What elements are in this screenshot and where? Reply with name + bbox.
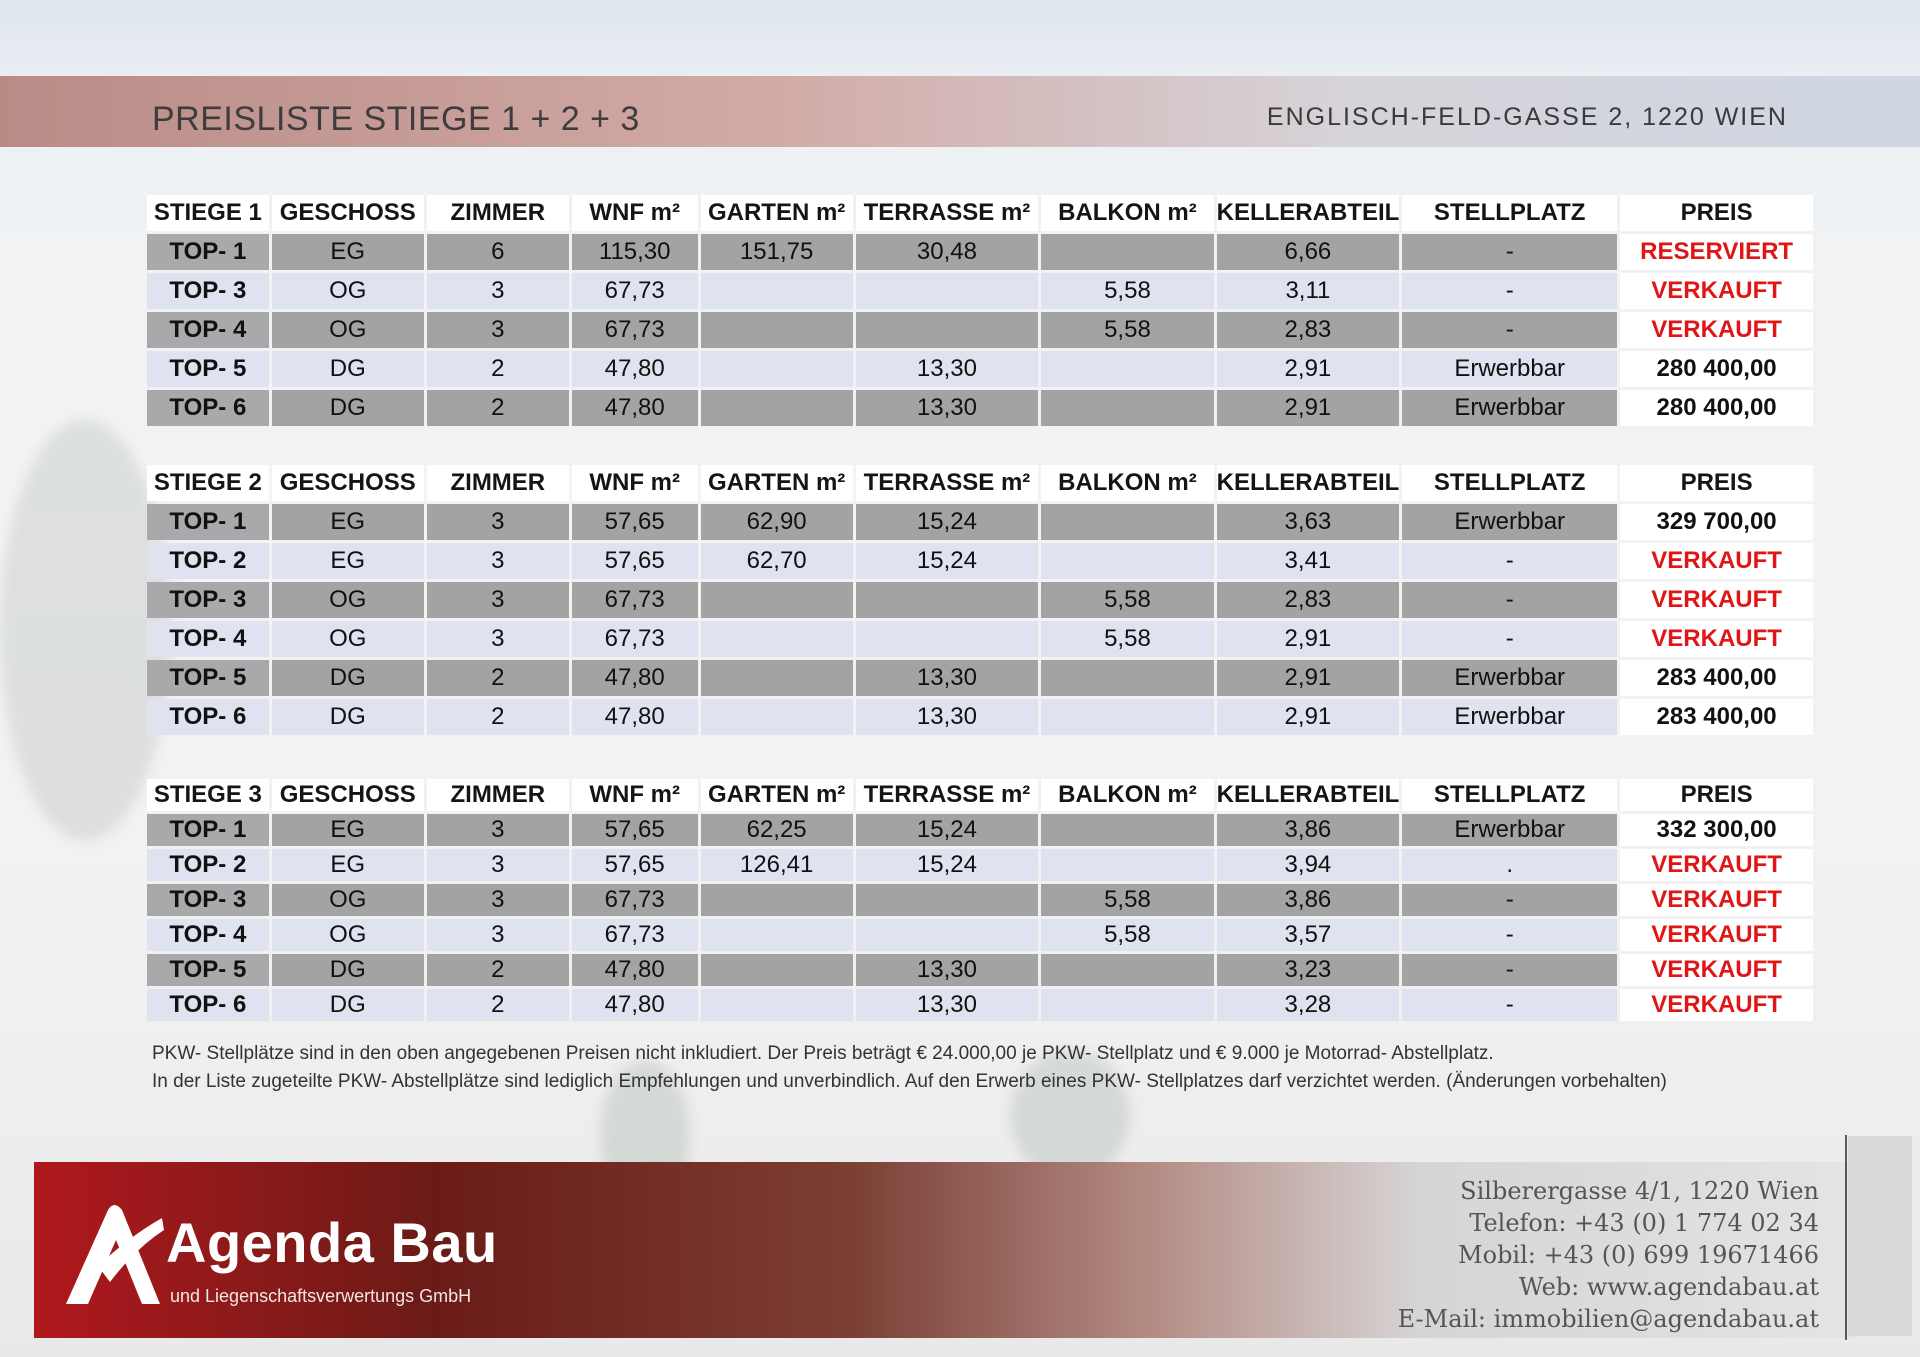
table-cell: 2,91 xyxy=(1217,660,1400,696)
table-cell: OG xyxy=(272,621,424,657)
unit-label: TOP- 3 xyxy=(147,884,269,916)
column-header: GESCHOSS xyxy=(272,779,424,811)
table-cell: 3 xyxy=(427,919,569,951)
contact-address: Silberergasse 4/1, 1220 Wien xyxy=(1460,1177,1819,1205)
status-badge: VERKAUFT xyxy=(1620,989,1813,1021)
table-cell: 2,91 xyxy=(1217,621,1400,657)
column-header: BALKON m² xyxy=(1041,779,1213,811)
unit-label: TOP- 2 xyxy=(147,543,269,579)
table-cell: OG xyxy=(272,273,424,309)
table-cell: 3 xyxy=(427,884,569,916)
price-cell: 280 400,00 xyxy=(1620,390,1813,426)
table-cell: 6 xyxy=(427,234,569,270)
table-cell: 47,80 xyxy=(572,351,698,387)
table-header-row xyxy=(147,465,1813,501)
status-badge: VERKAUFT xyxy=(1620,621,1813,657)
column-header: BALKON m² xyxy=(1041,195,1213,231)
column-header: PREIS xyxy=(1620,779,1813,811)
table-cell: 2 xyxy=(427,989,569,1021)
table-cell: 2 xyxy=(427,954,569,986)
unit-label: TOP- 2 xyxy=(147,849,269,881)
table-row xyxy=(147,273,1813,309)
footer-divider xyxy=(1845,1135,1847,1340)
column-header: TERRASSE m² xyxy=(856,465,1039,501)
table-cell xyxy=(701,660,853,696)
table-cell: 5,58 xyxy=(1041,582,1213,618)
table-cell: EG xyxy=(272,234,424,270)
table-cell: OG xyxy=(272,919,424,951)
table-cell: - xyxy=(1402,621,1617,657)
status-badge: VERKAUFT xyxy=(1620,273,1813,309)
table-cell: 2,91 xyxy=(1217,390,1400,426)
table-cell: 13,30 xyxy=(856,351,1039,387)
table-cell: 47,80 xyxy=(572,954,698,986)
table-cell: 13,30 xyxy=(856,954,1039,986)
table-cell: OG xyxy=(272,582,424,618)
table-cell: 3 xyxy=(427,543,569,579)
unit-label: TOP- 3 xyxy=(147,273,269,309)
table-cell xyxy=(701,312,853,348)
column-header: KELLERABTEIL xyxy=(1217,779,1400,811)
price-notes xyxy=(152,1040,1667,1096)
table-row xyxy=(147,699,1813,735)
contact-phone: Telefon: +43 (0) 1 774 02 34 xyxy=(1469,1209,1819,1237)
table-cell: 57,65 xyxy=(572,849,698,881)
table-cell: 57,65 xyxy=(572,543,698,579)
table-cell: 13,30 xyxy=(856,699,1039,735)
column-header: KELLERABTEIL xyxy=(1217,195,1400,231)
table-cell xyxy=(856,919,1039,951)
table-cell xyxy=(1041,504,1213,540)
table-cell: 3,86 xyxy=(1217,884,1400,916)
status-badge: RESERVIERT xyxy=(1620,234,1813,270)
table-cell: - xyxy=(1402,234,1617,270)
unit-label: TOP- 5 xyxy=(147,954,269,986)
table-header-row xyxy=(147,779,1813,811)
column-header: GESCHOSS xyxy=(272,465,424,501)
table-cell: 47,80 xyxy=(572,390,698,426)
table-row xyxy=(147,621,1813,657)
table-stiege-1 xyxy=(144,192,1816,429)
table-cell: 62,70 xyxy=(701,543,853,579)
table-row xyxy=(147,312,1813,348)
table-cell: 13,30 xyxy=(856,390,1039,426)
table-cell xyxy=(701,390,853,426)
table-row xyxy=(147,504,1813,540)
table-cell xyxy=(1041,989,1213,1021)
table-section-heading: STIEGE 3 xyxy=(147,779,269,811)
table-cell xyxy=(1041,699,1213,735)
table-cell: 5,58 xyxy=(1041,312,1213,348)
table-cell: 2 xyxy=(427,390,569,426)
table-cell xyxy=(856,884,1039,916)
column-header: TERRASSE m² xyxy=(856,195,1039,231)
table-cell: 2,91 xyxy=(1217,351,1400,387)
table-row xyxy=(147,954,1813,986)
table-cell: - xyxy=(1402,919,1617,951)
table-cell: 3 xyxy=(427,814,569,846)
table-cell: 3,28 xyxy=(1217,989,1400,1021)
table-cell: EG xyxy=(272,504,424,540)
table-cell: 2,83 xyxy=(1217,312,1400,348)
table-cell xyxy=(1041,660,1213,696)
table-cell xyxy=(701,989,853,1021)
table-section-heading: STIEGE 1 xyxy=(147,195,269,231)
table-cell: - xyxy=(1402,884,1617,916)
table-cell: 47,80 xyxy=(572,699,698,735)
table-cell: . xyxy=(1402,849,1617,881)
table-cell: - xyxy=(1402,273,1617,309)
table-row xyxy=(147,351,1813,387)
table-cell: 15,24 xyxy=(856,504,1039,540)
unit-label: TOP- 6 xyxy=(147,699,269,735)
table-cell: - xyxy=(1402,312,1617,348)
table-cell: 126,41 xyxy=(701,849,853,881)
price-cell: 280 400,00 xyxy=(1620,351,1813,387)
table-cell xyxy=(701,621,853,657)
contact-web-link[interactable]: Web: www.agendabau.at xyxy=(1518,1273,1819,1301)
table-cell: 2 xyxy=(427,699,569,735)
unit-label: TOP- 6 xyxy=(147,989,269,1021)
table-cell: 3 xyxy=(427,312,569,348)
table-cell xyxy=(701,699,853,735)
table-cell xyxy=(1041,543,1213,579)
unit-label: TOP- 6 xyxy=(147,390,269,426)
column-header: GARTEN m² xyxy=(701,195,853,231)
table-section-heading: STIEGE 2 xyxy=(147,465,269,501)
table-cell: 3,63 xyxy=(1217,504,1400,540)
price-cell: 283 400,00 xyxy=(1620,660,1813,696)
table-row xyxy=(147,543,1813,579)
table-cell: DG xyxy=(272,954,424,986)
page-title: PREISLISTE STIEGE 1 + 2 + 3 xyxy=(152,100,640,138)
table-cell: 3,41 xyxy=(1217,543,1400,579)
table-cell xyxy=(1041,954,1213,986)
table-cell: 62,25 xyxy=(701,814,853,846)
table-cell xyxy=(1041,351,1213,387)
table-cell: 2,83 xyxy=(1217,582,1400,618)
price-cell: 329 700,00 xyxy=(1620,504,1813,540)
table-cell: 15,24 xyxy=(856,814,1039,846)
table-cell xyxy=(856,273,1039,309)
status-badge: VERKAUFT xyxy=(1620,582,1813,618)
table-cell: 13,30 xyxy=(856,660,1039,696)
table-row xyxy=(147,884,1813,916)
status-badge: VERKAUFT xyxy=(1620,849,1813,881)
unit-label: TOP- 5 xyxy=(147,660,269,696)
unit-label: TOP- 4 xyxy=(147,919,269,951)
footer-panel xyxy=(1848,1136,1912,1336)
table-cell: 3,86 xyxy=(1217,814,1400,846)
price-table xyxy=(144,192,1816,429)
table-row xyxy=(147,849,1813,881)
table-cell: OG xyxy=(272,884,424,916)
table-cell: 57,65 xyxy=(572,504,698,540)
table-row xyxy=(147,919,1813,951)
table-cell xyxy=(701,273,853,309)
table-cell: 47,80 xyxy=(572,989,698,1021)
table-row xyxy=(147,660,1813,696)
column-header: WNF m² xyxy=(572,779,698,811)
table-cell: 47,80 xyxy=(572,660,698,696)
table-cell: Erwerbbar xyxy=(1402,660,1617,696)
status-badge: VERKAUFT xyxy=(1620,543,1813,579)
price-table xyxy=(144,776,1816,1024)
table-cell: Erwerbbar xyxy=(1402,699,1617,735)
table-cell: 2,91 xyxy=(1217,699,1400,735)
table-cell: Erwerbbar xyxy=(1402,351,1617,387)
table-cell: DG xyxy=(272,989,424,1021)
table-cell: 115,30 xyxy=(572,234,698,270)
column-header: TERRASSE m² xyxy=(856,779,1039,811)
table-cell: 67,73 xyxy=(572,919,698,951)
column-header: ZIMMER xyxy=(427,779,569,811)
unit-label: TOP- 3 xyxy=(147,582,269,618)
table-row xyxy=(147,989,1813,1021)
table-cell: 6,66 xyxy=(1217,234,1400,270)
table-cell: EG xyxy=(272,814,424,846)
column-header: KELLERABTEIL xyxy=(1217,465,1400,501)
table-row xyxy=(147,814,1813,846)
table-cell xyxy=(856,582,1039,618)
unit-label: TOP- 1 xyxy=(147,504,269,540)
unit-label: TOP- 4 xyxy=(147,312,269,348)
brand-name: Agenda Bau xyxy=(166,1211,498,1274)
table-cell: EG xyxy=(272,849,424,881)
table-cell xyxy=(701,351,853,387)
brand-subtitle: und Liegenschaftsverwertungs GmbH xyxy=(170,1286,472,1306)
column-header: ZIMMER xyxy=(427,195,569,231)
table-cell: 3 xyxy=(427,273,569,309)
unit-label: TOP- 5 xyxy=(147,351,269,387)
table-cell: 15,24 xyxy=(856,849,1039,881)
table-cell: 2 xyxy=(427,351,569,387)
table-cell: Erwerbbar xyxy=(1402,504,1617,540)
table-cell: EG xyxy=(272,543,424,579)
table-cell: 5,58 xyxy=(1041,621,1213,657)
table-cell: 62,90 xyxy=(701,504,853,540)
status-badge: VERKAUFT xyxy=(1620,919,1813,951)
price-cell: 332 300,00 xyxy=(1620,814,1813,846)
table-cell: - xyxy=(1402,543,1617,579)
status-badge: VERKAUFT xyxy=(1620,884,1813,916)
table-cell xyxy=(856,312,1039,348)
column-header: STELLPLATZ xyxy=(1402,195,1617,231)
table-cell: DG xyxy=(272,660,424,696)
unit-label: TOP- 4 xyxy=(147,621,269,657)
status-badge: VERKAUFT xyxy=(1620,312,1813,348)
contact-email-link[interactable]: E-Mail: immobilien@agendabau.at xyxy=(1397,1305,1819,1333)
column-header: GARTEN m² xyxy=(701,465,853,501)
table-cell: 5,58 xyxy=(1041,919,1213,951)
table-cell: DG xyxy=(272,699,424,735)
table-cell: 57,65 xyxy=(572,814,698,846)
unit-label: TOP- 1 xyxy=(147,814,269,846)
table-cell xyxy=(701,954,853,986)
table-cell xyxy=(701,884,853,916)
agenda-bau-logo-icon xyxy=(58,1196,168,1321)
table-cell: OG xyxy=(272,312,424,348)
unit-label: TOP- 1 xyxy=(147,234,269,270)
column-header: STELLPLATZ xyxy=(1402,779,1617,811)
table-cell: 3,94 xyxy=(1217,849,1400,881)
column-header: BALKON m² xyxy=(1041,465,1213,501)
table-cell: 3 xyxy=(427,849,569,881)
table-cell: 67,73 xyxy=(572,884,698,916)
table-row xyxy=(147,234,1813,270)
price-cell: 283 400,00 xyxy=(1620,699,1813,735)
table-cell: 5,58 xyxy=(1041,884,1213,916)
column-header: WNF m² xyxy=(572,465,698,501)
note-line: In der Liste zugeteilte PKW- Abstellplätze sind lediglich Empfehlungen und unverbindlich. Auf den Erwerb eines PKW- Stellplatzes darf verzichtet werden. (Änderungen vorbehalten) xyxy=(152,1071,1667,1092)
table-cell: 30,48 xyxy=(856,234,1039,270)
table-cell: 67,73 xyxy=(572,273,698,309)
table-cell: 3 xyxy=(427,621,569,657)
table-cell xyxy=(1041,814,1213,846)
table-cell: 3,57 xyxy=(1217,919,1400,951)
contact-block xyxy=(1398,1175,1819,1335)
table-stiege-2 xyxy=(144,462,1816,738)
column-header: ZIMMER xyxy=(427,465,569,501)
table-cell xyxy=(1041,849,1213,881)
table-cell: DG xyxy=(272,351,424,387)
table-stiege-3 xyxy=(144,776,1816,1024)
price-table xyxy=(144,462,1816,738)
column-header: WNF m² xyxy=(572,195,698,231)
table-cell: 13,30 xyxy=(856,989,1039,1021)
table-row xyxy=(147,582,1813,618)
column-header: PREIS xyxy=(1620,195,1813,231)
column-header: GESCHOSS xyxy=(272,195,424,231)
table-row xyxy=(147,390,1813,426)
table-cell: 5,58 xyxy=(1041,273,1213,309)
table-cell xyxy=(701,919,853,951)
table-cell: 151,75 xyxy=(701,234,853,270)
table-cell: 3,23 xyxy=(1217,954,1400,986)
table-cell: 2 xyxy=(427,660,569,696)
table-cell xyxy=(856,621,1039,657)
table-cell: 67,73 xyxy=(572,621,698,657)
status-badge: VERKAUFT xyxy=(1620,954,1813,986)
table-cell: Erwerbbar xyxy=(1402,390,1617,426)
table-cell: Erwerbbar xyxy=(1402,814,1617,846)
table-cell: 67,73 xyxy=(572,312,698,348)
contact-mobile: Mobil: +43 (0) 699 19671466 xyxy=(1458,1241,1819,1269)
table-cell: - xyxy=(1402,989,1617,1021)
table-cell: - xyxy=(1402,954,1617,986)
table-cell: 3 xyxy=(427,582,569,618)
table-cell: DG xyxy=(272,390,424,426)
page-address: ENGLISCH-FELD-GASSE 2, 1220 WIEN xyxy=(1266,103,1788,131)
table-cell: - xyxy=(1402,582,1617,618)
table-cell xyxy=(1041,390,1213,426)
table-cell: 3,11 xyxy=(1217,273,1400,309)
table-cell xyxy=(701,582,853,618)
table-header-row xyxy=(147,195,1813,231)
note-line: PKW- Stellplätze sind in den oben angegebenen Preisen nicht inkludiert. Der Preis beträgt € 24.000,00 je PKW- Stellplatz und € 9.000 je Motorrad- Abstellplatz. xyxy=(152,1043,1494,1064)
table-cell xyxy=(1041,234,1213,270)
table-cell: 3 xyxy=(427,504,569,540)
table-cell: 67,73 xyxy=(572,582,698,618)
table-cell: 15,24 xyxy=(856,543,1039,579)
column-header: PREIS xyxy=(1620,465,1813,501)
column-header: STELLPLATZ xyxy=(1402,465,1617,501)
column-header: GARTEN m² xyxy=(701,779,853,811)
